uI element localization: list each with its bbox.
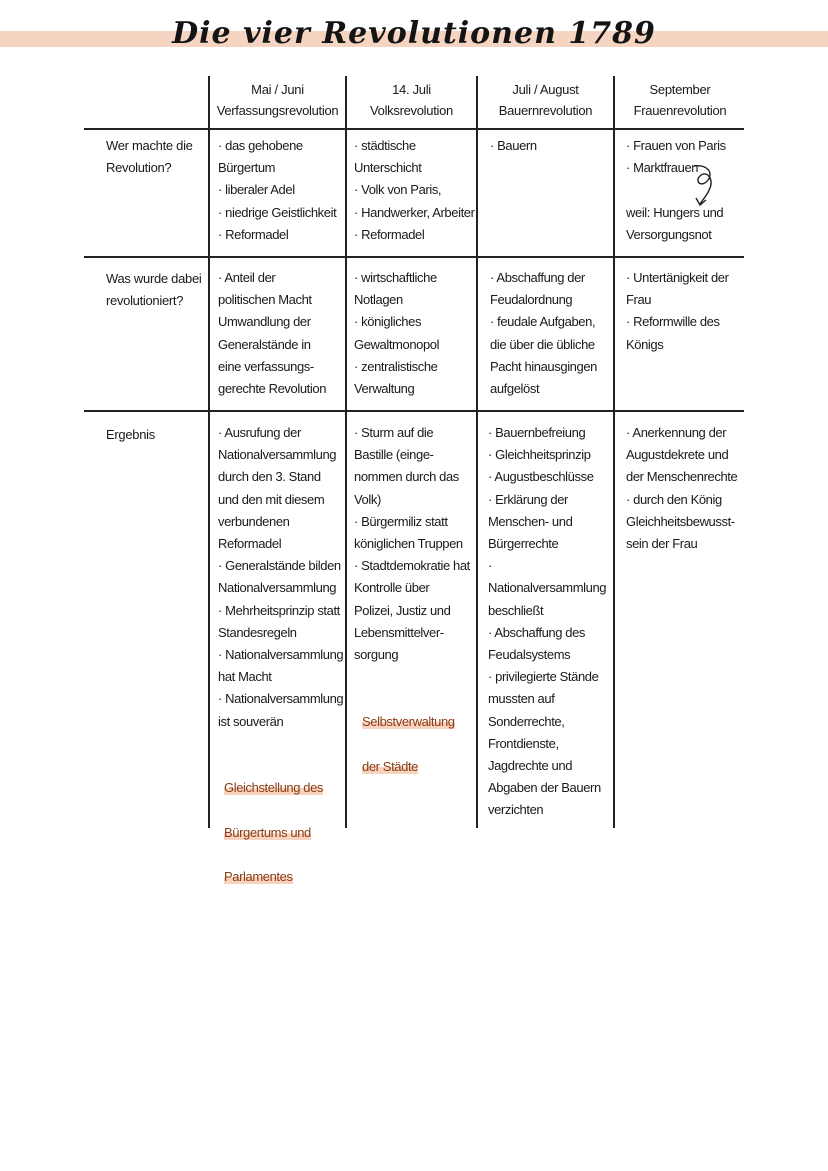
table-cell: · Anteil der politischen Macht Umwandlung der Generalstände in eine verfassungs- gerechte Revolution bbox=[218, 270, 327, 397]
column-date: 14. Juli bbox=[392, 82, 431, 97]
table-cell: · Untertänigkeit der Frau · Reformwille des Königs bbox=[626, 270, 729, 352]
highlight-line: der Städte bbox=[362, 758, 418, 774]
table-col-divider bbox=[613, 76, 615, 828]
highlight-line: Bürgertums und bbox=[224, 824, 311, 840]
table-col-divider bbox=[208, 76, 210, 828]
table-row-divider bbox=[84, 410, 744, 412]
table-col-divider bbox=[476, 76, 478, 828]
highlight-note bbox=[224, 755, 344, 910]
table-cell: · städtische Unterschicht · Volk von Paris, · Handwerker, Arbeiter · Reformadel bbox=[354, 138, 475, 242]
column-header bbox=[347, 79, 476, 121]
table-cell: · Anerkennung der Augustdekrete und der Menschenrechte · durch den König Gleichheitsbewusst- sein der Frau bbox=[626, 425, 738, 552]
table-cell: · Bauernbefreiung · Gleichheitsprinzip · Augustbeschlüsse · Erklärung der Menschen- und Bürgerrechte · Nationalversammlung beschließt · Abschaffung des Feudalsystems · privilegierte Stände mussten auf Sonderrechte, Frontdienste, Jagdrechte und Abgaben der Bauern verzichten bbox=[488, 425, 607, 818]
column-name: Frauenrevolution bbox=[633, 103, 727, 118]
table-cell: · wirtschaftliche Notlagen · königliches Gewaltmonopol · zentralistische Verwaltung bbox=[354, 270, 440, 397]
column-name: Verfassungsrevolution bbox=[216, 103, 339, 118]
table-cell: · das gehobene Bürgertum · liberaler Adel · niedrige Geistlichkeit · Reformadel bbox=[218, 138, 337, 242]
column-date: Mai / Juni bbox=[251, 82, 304, 97]
highlight-line: Selbstverwaltung bbox=[362, 714, 455, 730]
column-header bbox=[210, 79, 345, 121]
column-date: September bbox=[649, 82, 711, 97]
table-row-divider bbox=[84, 256, 744, 258]
row-label: Was wurde dabei revolutioniert? bbox=[106, 271, 202, 308]
curly-arrow-icon bbox=[680, 160, 730, 210]
table-cell: · Abschaffung der Feudalordnung · feudale Aufgaben, die über die übliche Pacht hinausgingen aufgelöst bbox=[490, 270, 598, 397]
row-label: Wer machte die Revolution? bbox=[106, 138, 193, 175]
highlight-line: Gleichstellung des bbox=[224, 780, 324, 796]
column-name: Bauernrevolution bbox=[498, 103, 593, 118]
table-cell: · Frauen von Paris · Marktfrauen weil: Hungers und Versorgungsnot bbox=[626, 138, 726, 242]
row-label: Ergebnis bbox=[106, 427, 155, 442]
page-title: Die vier Revolutionen 1789 bbox=[172, 16, 656, 51]
table-row-divider bbox=[84, 128, 744, 130]
highlight-line: Parlamentes bbox=[224, 869, 293, 885]
column-name: Volksrevolution bbox=[370, 103, 453, 118]
column-date: Juli / August bbox=[512, 82, 579, 97]
column-header bbox=[615, 79, 745, 121]
table-col-divider bbox=[345, 76, 347, 828]
table-cell: · Bauern bbox=[490, 138, 537, 153]
column-header bbox=[478, 79, 613, 121]
highlight-note bbox=[362, 689, 474, 800]
table-cell: · Ausrufung der Nationalversammlung durch den 3. Stand und den mit diesem verbundenen Reformadel · Generalstände bilden Nationalversammlung · Mehrheitsprinzip statt Standesregeln · Nationalversammlung hat Macht · Nationalversammlung ist souverän bbox=[218, 425, 344, 729]
table-cell: · Sturm auf die Bastille (einge- nommen durch das Volk) · Bürgermiliz statt königlichen Truppen · Stadtdemokratie hat Kontrolle über Polizei, Justiz und Lebensmittelver- sorgung bbox=[354, 425, 470, 663]
